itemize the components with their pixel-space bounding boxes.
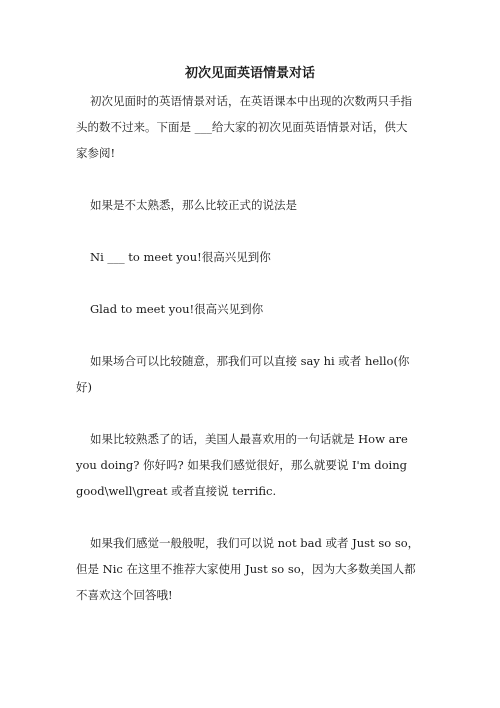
paragraph-line: Ni ___ to meet you!很高兴见到你: [90, 250, 271, 264]
paragraph-line: 如果我们感觉一般般呢，我们可以说 not bad 或者 Just so so，: [90, 536, 420, 550]
paragraph-line: 不喜欢这个回答哦!: [76, 588, 173, 602]
paragraph-line: 如果场合可以比较随意，那我们可以直接 say hi 或者 hello(你: [90, 354, 410, 368]
paragraph-line: 好): [76, 380, 92, 394]
paragraph-formal-intro: [76, 192, 428, 218]
paragraph-casual: [76, 348, 428, 400]
paragraph-line: 初次见面时的英语情景对话，在英语课本中出现的次数两只手指: [90, 94, 412, 108]
paragraph-intro: [76, 88, 428, 166]
paragraph-so-so: [76, 530, 428, 608]
paragraph-familiar: [76, 426, 428, 504]
paragraph-line: 家参阅!: [76, 146, 116, 160]
paragraph-line: 如果比较熟悉了的话，美国人最喜欢用的一句话就是 How are: [90, 432, 408, 446]
paragraph-line: 头的数不过来。下面是 ___给大家的初次见面英语情景对话，供大: [76, 120, 408, 134]
paragraph-line: 但是 Nic 在这里不推荐大家使用 Just so so，因为大多数美国人都: [76, 562, 416, 576]
paragraph-line: 如果是不太熟悉，那么比较正式的说法是: [90, 198, 297, 212]
paragraph-line: Glad to meet you!很高兴见到你: [90, 302, 264, 316]
paragraph-example-2: [76, 296, 428, 322]
paragraph-line: you doing? 你好吗? 如果我们感觉很好，那么就要说 I'm doing: [76, 458, 408, 472]
paragraph-line: good\well\great 或者直接说 terrific.: [76, 484, 277, 498]
document-title: 初次见面英语情景对话: [184, 66, 315, 81]
paragraph-example-1: [76, 244, 428, 270]
